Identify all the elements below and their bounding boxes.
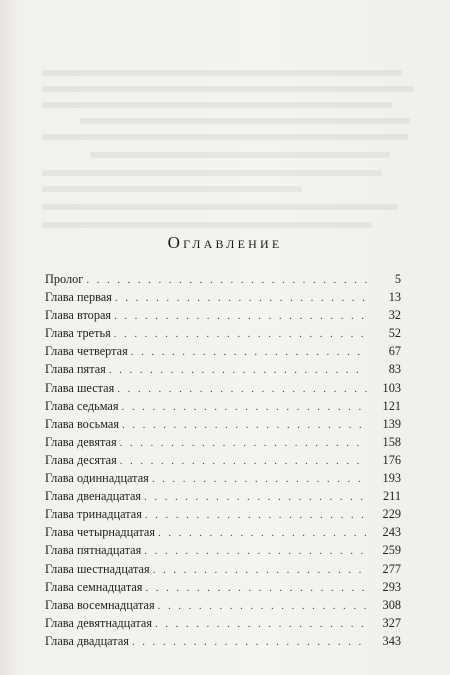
toc-entry bbox=[45, 451, 401, 469]
toc-entry-title: Глава девятнадцатая bbox=[45, 615, 152, 630]
toc-leader-dots bbox=[152, 470, 367, 488]
toc-entry bbox=[45, 379, 401, 397]
toc-entry-title: Глава пятая bbox=[45, 362, 106, 377]
toc-leader-dots bbox=[144, 488, 367, 506]
toc-entry-page-number: 308 bbox=[382, 597, 401, 612]
toc-entry bbox=[45, 342, 401, 360]
toc-entry-page-number: 52 bbox=[388, 326, 401, 341]
toc-entry-page-number: 32 bbox=[388, 308, 401, 323]
toc-entry-page-number: 293 bbox=[382, 579, 401, 594]
toc-entry-page-number: 139 bbox=[382, 416, 401, 431]
toc-entry-title: Глава девятая bbox=[45, 434, 117, 449]
toc-entry-page-number: 193 bbox=[382, 471, 401, 486]
toc-entry-page-number: 176 bbox=[382, 452, 401, 467]
toc-entry-page-number: 103 bbox=[382, 380, 401, 395]
toc-entry bbox=[45, 288, 401, 306]
toc-entry-title: Пролог bbox=[45, 272, 84, 286]
toc-entry-page-number: 211 bbox=[383, 489, 401, 504]
toc-entry bbox=[45, 632, 401, 650]
toc-entry bbox=[45, 469, 401, 487]
toc-leader-dots bbox=[115, 289, 367, 307]
toc-leader-dots bbox=[120, 434, 367, 452]
toc-entry-page-number: 158 bbox=[382, 434, 401, 449]
toc-entry-page-number: 5 bbox=[394, 272, 401, 286]
toc-entry bbox=[45, 360, 401, 378]
toc-entry bbox=[45, 415, 401, 433]
toc-entry-title: Глава двадцатая bbox=[45, 633, 129, 648]
toc-entry bbox=[45, 578, 401, 596]
toc-entry-page-number: 327 bbox=[382, 615, 401, 630]
toc-entry-page-number: 121 bbox=[382, 398, 401, 413]
toc-entry bbox=[45, 505, 401, 523]
toc-entry bbox=[45, 560, 401, 578]
page-title: Оглавление bbox=[167, 233, 283, 252]
toc-entry-page-number: 229 bbox=[382, 507, 401, 522]
toc-entry bbox=[45, 614, 401, 632]
toc-entry-title: Глава пятнадцатая bbox=[45, 543, 142, 558]
toc-entry bbox=[45, 306, 401, 324]
toc-entry-page-number: 343 bbox=[382, 633, 401, 648]
toc-entry-title: Глава тринадцатая bbox=[45, 507, 142, 522]
toc-entry-page-number: 259 bbox=[382, 543, 401, 558]
toc-leader-dots bbox=[122, 416, 367, 434]
toc-leader-dots bbox=[158, 597, 367, 615]
toc-leader-dots bbox=[120, 452, 367, 470]
toc-leader-dots bbox=[114, 325, 367, 343]
toc-leader-dots bbox=[145, 579, 367, 597]
toc-leader-dots bbox=[155, 615, 367, 633]
toc-leader-dots bbox=[144, 542, 367, 560]
toc-entry bbox=[45, 397, 401, 415]
toc-entry-page-number: 243 bbox=[382, 525, 401, 540]
toc-entry-title: Глава шестая bbox=[45, 380, 115, 395]
table-of-contents bbox=[45, 270, 401, 650]
toc-leader-dots bbox=[109, 361, 367, 379]
toc-leader-dots bbox=[122, 398, 367, 416]
toc-leader-dots bbox=[158, 524, 367, 542]
toc-entry-title: Глава четвертая bbox=[45, 344, 128, 359]
toc-entry-title: Глава двенадцатая bbox=[45, 489, 142, 504]
toc-leader-dots bbox=[145, 506, 367, 524]
toc-entry bbox=[45, 523, 401, 541]
toc-leader-dots bbox=[131, 343, 367, 361]
toc-entry-title: Глава четырнадцатая bbox=[45, 525, 156, 540]
toc-entry-title: Глава седьмая bbox=[45, 398, 119, 413]
toc-entry-page-number: 67 bbox=[388, 344, 401, 359]
toc-leader-dots bbox=[153, 561, 367, 579]
toc-entry bbox=[45, 324, 401, 342]
toc-entry bbox=[45, 270, 401, 288]
toc-entry-title: Глава вторая bbox=[45, 308, 112, 323]
toc-entry-title: Глава третья bbox=[45, 326, 111, 341]
toc-leader-dots bbox=[117, 380, 367, 398]
toc-entry-title: Глава восемнадцатая bbox=[45, 597, 155, 612]
toc-entry-title: Глава одиннадцатая bbox=[45, 471, 149, 486]
toc-leader-dots bbox=[86, 271, 367, 289]
toc-entry-title: Глава первая bbox=[45, 290, 112, 305]
toc-entry-title: Глава восьмая bbox=[45, 416, 120, 431]
toc-entry bbox=[45, 541, 401, 559]
toc-leader-dots bbox=[114, 307, 367, 325]
toc-entry-title: Глава шестнадцатая bbox=[45, 561, 150, 576]
toc-entry-page-number: 13 bbox=[388, 290, 401, 305]
toc-entry-page-number: 83 bbox=[388, 362, 401, 377]
toc-entry-page-number: 277 bbox=[382, 561, 401, 576]
toc-entry-title: Глава десятая bbox=[45, 452, 117, 467]
toc-entry bbox=[45, 487, 401, 505]
toc-leader-dots bbox=[132, 633, 367, 651]
toc-entry-title: Глава семнадцатая bbox=[45, 579, 143, 594]
toc-entry bbox=[45, 433, 401, 451]
toc-entry bbox=[45, 596, 401, 614]
